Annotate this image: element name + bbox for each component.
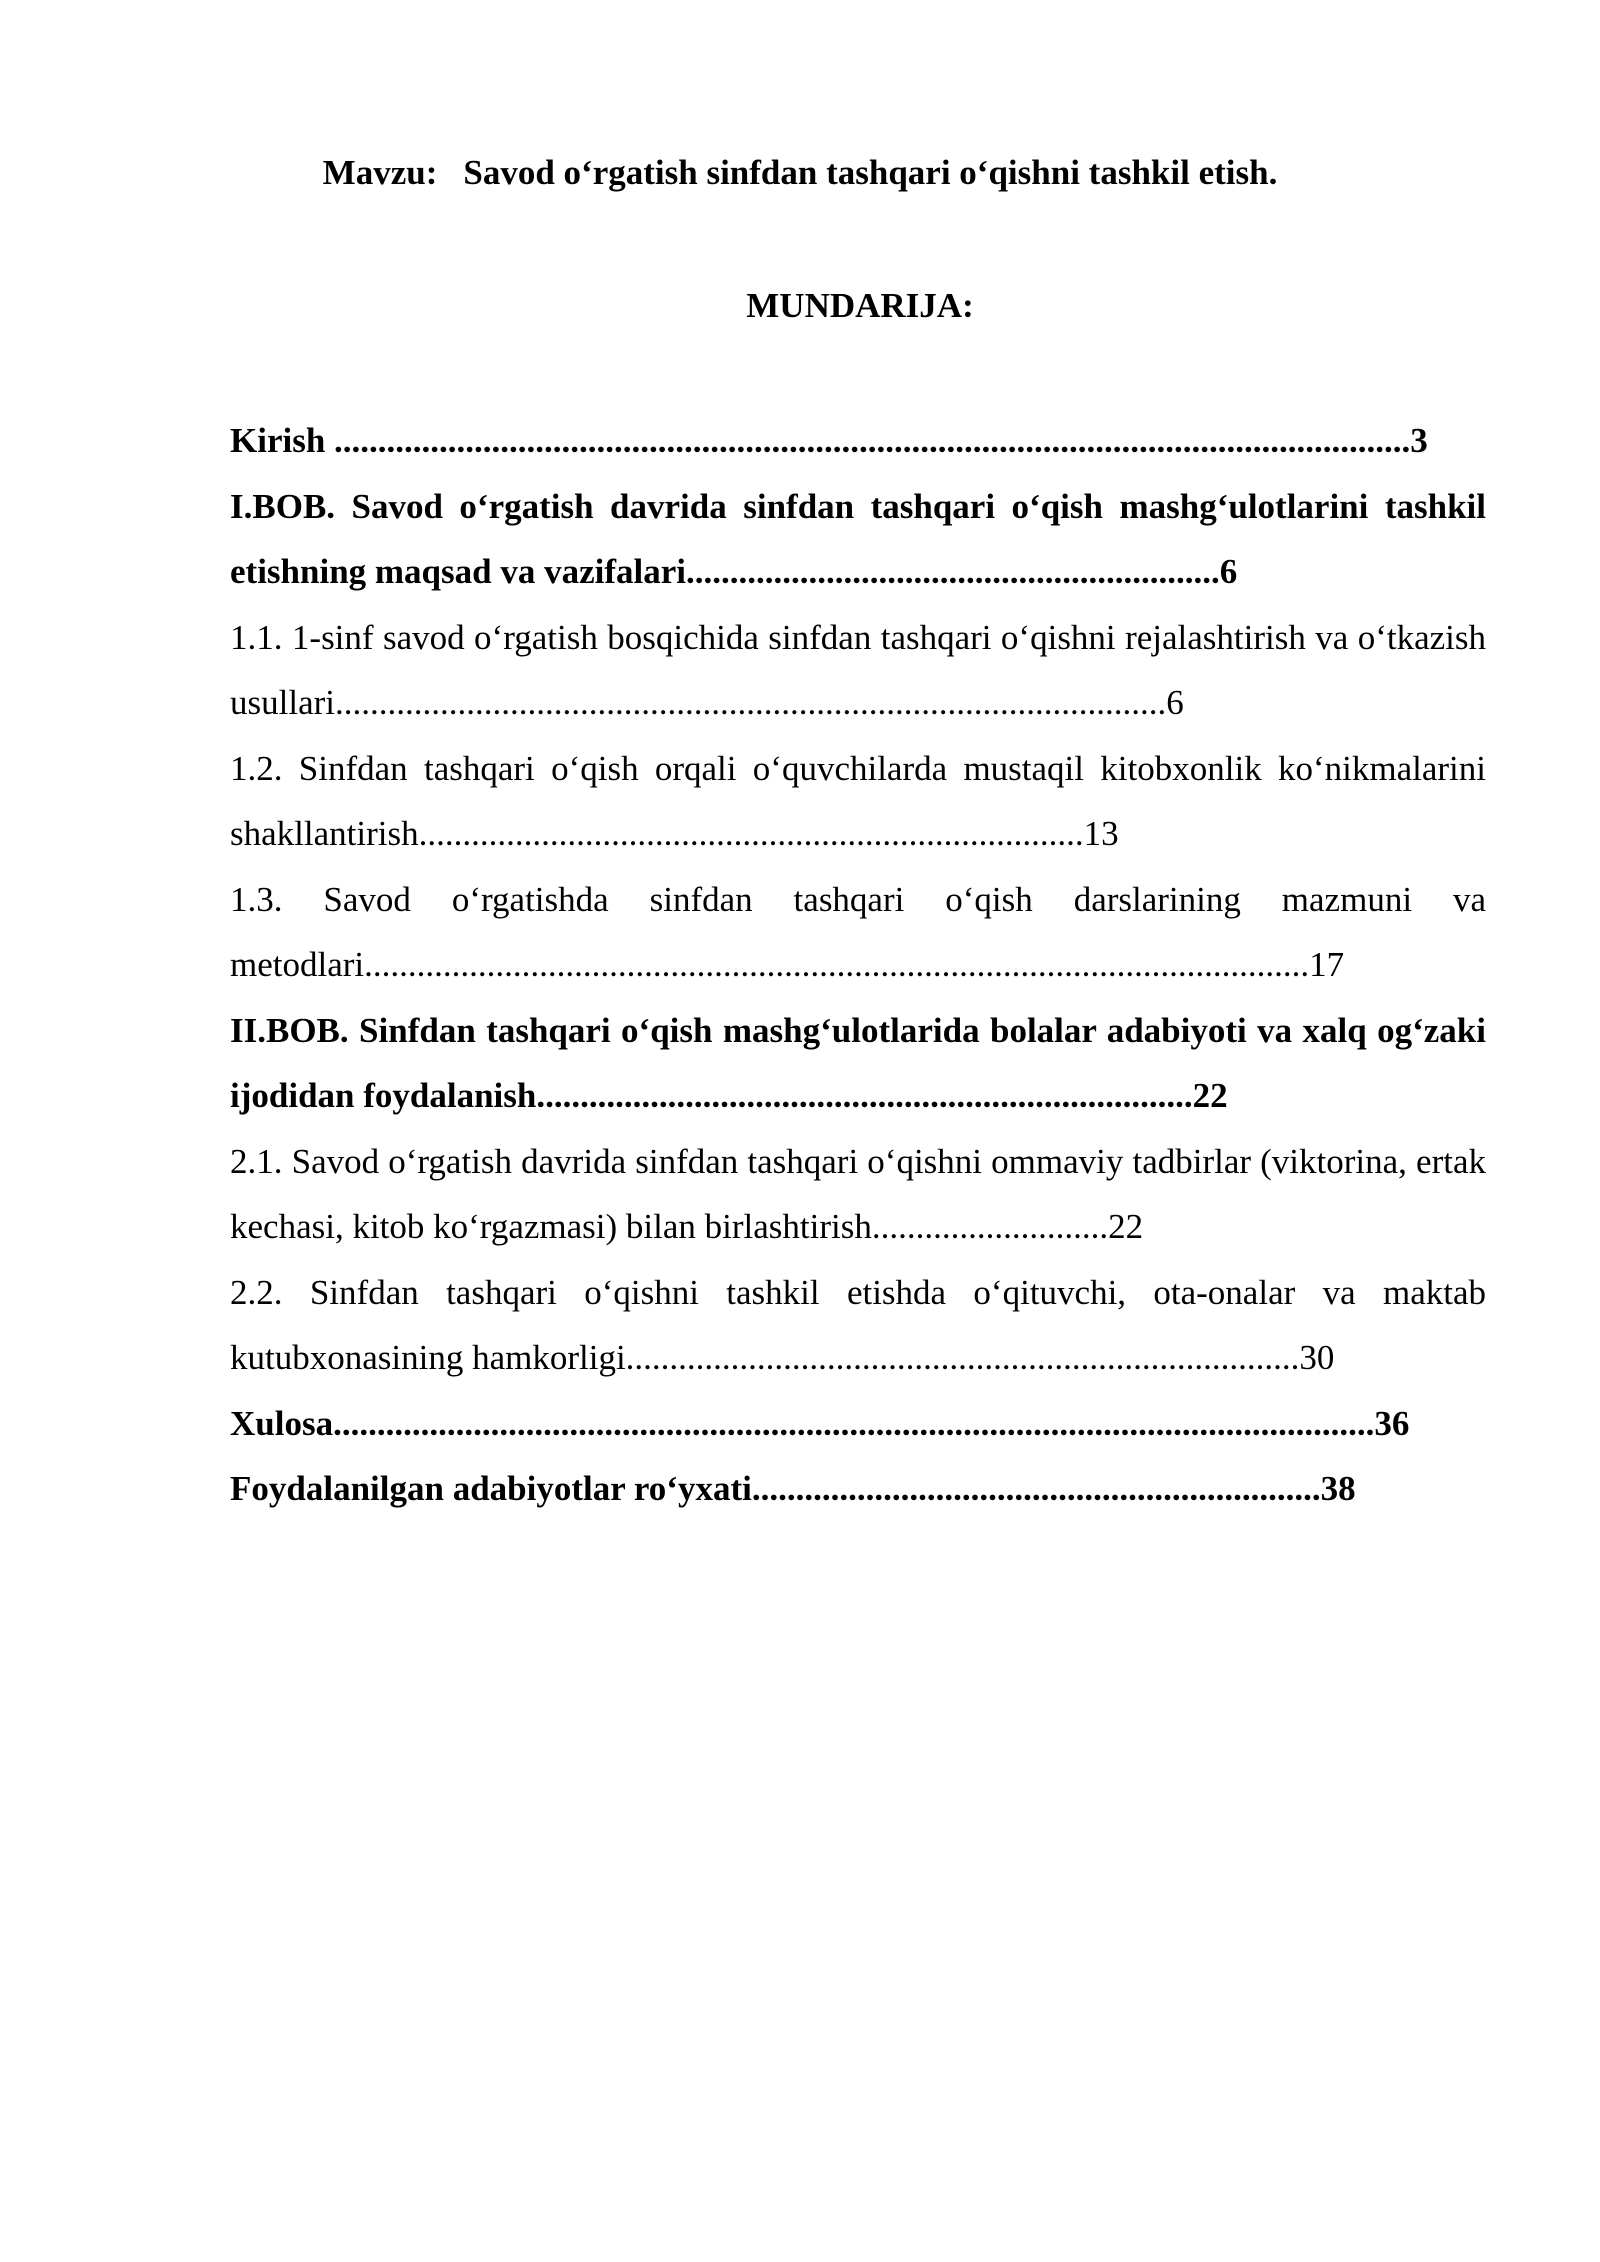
topic-line bbox=[0, 152, 1600, 194]
toc-entry-chapter-2: II.BOB. Sinfdan tashqari o‘qish mashg‘ulotlarida bolalar adabiyoti va xalq og‘zaki ijodidan foydalanish...........................................................................22 bbox=[230, 1010, 1486, 1115]
toc-entry-chapter-1: I.BOB. Savod o‘rgatish davrida sinfdan tashqari o‘qish mashg‘ulotlarini tashkil etishning maqsad va vazifalari.............................................................6 bbox=[230, 486, 1486, 591]
toc-entry-section-2-2: 2.2. Sinfdan tashqari o‘qishni tashkil etishda o‘qituvchi, ota-onalar va maktab kutubxonasining hamkorligi.............................................................................30 bbox=[230, 1272, 1486, 1377]
toc-entry-xulosa: Xulosa.......................................................................................................................36 bbox=[230, 1403, 1410, 1443]
toc-entry-section-2-1: 2.1. Savod o‘rgatish davrida sinfdan tashqari o‘qishni ommaviy tadbirlar (viktorina, ertak kechasi, kitob ko‘rgazmasi) bilan birlashtirish...........................22 bbox=[230, 1141, 1486, 1246]
topic-text: Savod o‘rgatish sinfdan tashqari o‘qishni tashkil etish. bbox=[463, 153, 1278, 192]
toc-entry-section-1-2: 1.2. Sinfdan tashqari o‘qish orqali o‘quvchilarda mustaqil kitobxonlik ko‘nikmalarini shakllantirish............................................................................13 bbox=[230, 748, 1486, 853]
toc-heading: MUNDARIJA: bbox=[746, 286, 974, 325]
toc-entry-kirish: Kirish ...........................................................................................................................3 bbox=[230, 421, 1428, 460]
toc-entry-references: Foydalanilgan adabiyotlar ro‘yxati.................................................................38 bbox=[230, 1469, 1356, 1508]
table-of-contents bbox=[230, 408, 1486, 1522]
toc-entry-section-1-1: 1.1. 1-sinf savod o‘rgatish bosqichida sinfdan tashqari o‘qishni rejalashtirish va o‘tkazish usullari...............................................................................................6 bbox=[230, 617, 1486, 722]
topic-label: Mavzu: bbox=[322, 153, 438, 192]
toc-entry-section-1-3: 1.3. Savod o‘rgatishda sinfdan tashqari o‘qish darslarining mazmuni va metodlari............................................................................................................17 bbox=[230, 879, 1486, 984]
